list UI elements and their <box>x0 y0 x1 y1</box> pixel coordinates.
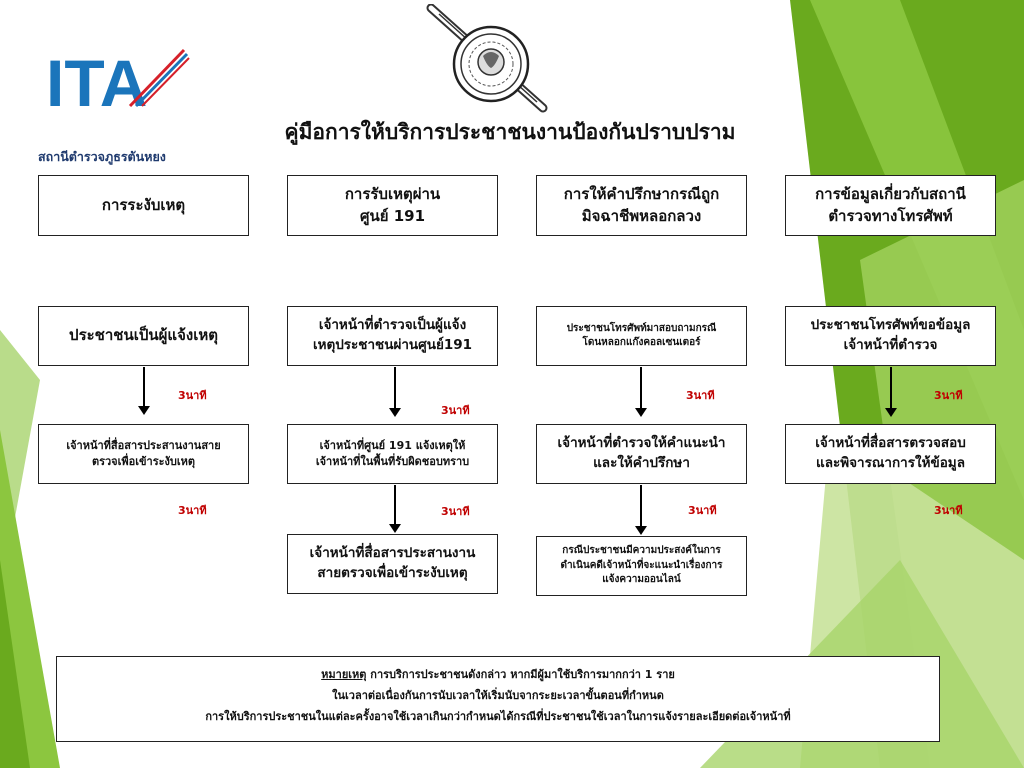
ita-logo <box>44 44 190 114</box>
col4-step2: เจ้าหน้าที่สื่อสารตรวจสอบ และพิจารณาการให้ข้อมูล <box>785 424 996 484</box>
note-line3: การให้บริการประชาชนในแต่ละครั้งอาจใช้เวลาเกินกว่ากำหนดได้กรณีที่ประชาชนใช้เวลาในการแจ้งรายละเอียดต่อเจ้าหน้าที่ <box>205 709 791 723</box>
col1-time1: 3นาที <box>178 389 207 402</box>
col2-step1: เจ้าหน้าที่ตำรวจเป็นผู้แจ้ง เหตุประชาชนผ่านศูนย์191 <box>287 306 498 366</box>
col2-step3: เจ้าหน้าที่สื่อสารประสานงาน สายตรวจเพื่อเข้าระงับเหตุ <box>287 534 498 594</box>
col3-time2: 3นาที <box>688 504 717 517</box>
col2-arrow1 <box>394 367 396 409</box>
col2-arrow2 <box>394 485 396 525</box>
station-name: สถานีตำรวจภูธรตันหยง <box>38 149 166 164</box>
note-box <box>56 656 940 742</box>
col3-step1: ประชาชนโทรศัพท์มาสอบถามกรณี โดนหลอกแก๊งคอลเซนเตอร์ <box>536 306 747 366</box>
note-line1: หมายเหตุ การบริการประชาชนดังกล่าว หากมีผู้มาใช้บริการมากกว่า 1 ราย <box>321 668 675 681</box>
col1-step1: ประชาชนเป็นผู้แจ้งเหตุ <box>38 306 249 366</box>
col1-step2: เจ้าหน้าที่สื่อสารประสานงานสาย ตรวจเพื่อเข้าระงับเหตุ <box>38 424 249 484</box>
col3-arrow1 <box>640 367 642 409</box>
col4-step1: ประชาชนโทรศัพท์ขอข้อมูล เจ้าหน้าที่ตำรวจ <box>785 306 996 366</box>
col1-time2: 3นาที <box>178 504 207 517</box>
page-title: คู่มือการให้บริการประชาชนงานป้องกันปราบปราม <box>284 120 736 144</box>
police-emblem <box>425 4 555 114</box>
col2-time2: 3นาที <box>441 505 470 518</box>
col3-step3: กรณีประชาชนมีความประสงค์ในการ ดำเนินคดีเจ้าหน้าที่จะแนะนำเรื่องการ แจ้งความออนไลน์ <box>536 536 747 596</box>
col1-heading: การระงับเหตุ <box>38 175 249 236</box>
col1-arrow1 <box>143 367 145 407</box>
col3-heading: การให้คำปรึกษากรณีถูก มิจฉาชีพหลอกลวง <box>536 175 747 236</box>
col2-step2: เจ้าหน้าที่ศูนย์ 191 แจ้งเหตุให้ เจ้าหน้าที่ในพื้นที่รับผิดชอบทราบ <box>287 424 498 484</box>
col4-time1: 3นาที <box>934 389 963 402</box>
col2-time1: 3นาที <box>441 404 470 417</box>
col3-arrow2 <box>640 485 642 527</box>
note-line2: ในเวลาต่อเนื่องกันการนับเวลาให้เริ่มนับจากระยะเวลาขั้นตอนที่กำหนด <box>332 688 664 702</box>
col4-time2: 3นาที <box>934 504 963 517</box>
col4-heading: การข้อมูลเกี่ยวกับสถานี ตำรวจทางโทรศัพท์ <box>785 175 996 236</box>
note-label: หมายเหตุ <box>321 668 367 681</box>
col2-heading: การรับเหตุผ่าน ศูนย์ 191 <box>287 175 498 236</box>
col3-time1: 3นาที <box>686 389 715 402</box>
ita-logo-text: ITA <box>46 46 148 114</box>
col4-arrow1 <box>890 367 892 409</box>
col3-step2: เจ้าหน้าที่ตำรวจให้คำแนะนำ และให้คำปรึกษา <box>536 424 747 484</box>
